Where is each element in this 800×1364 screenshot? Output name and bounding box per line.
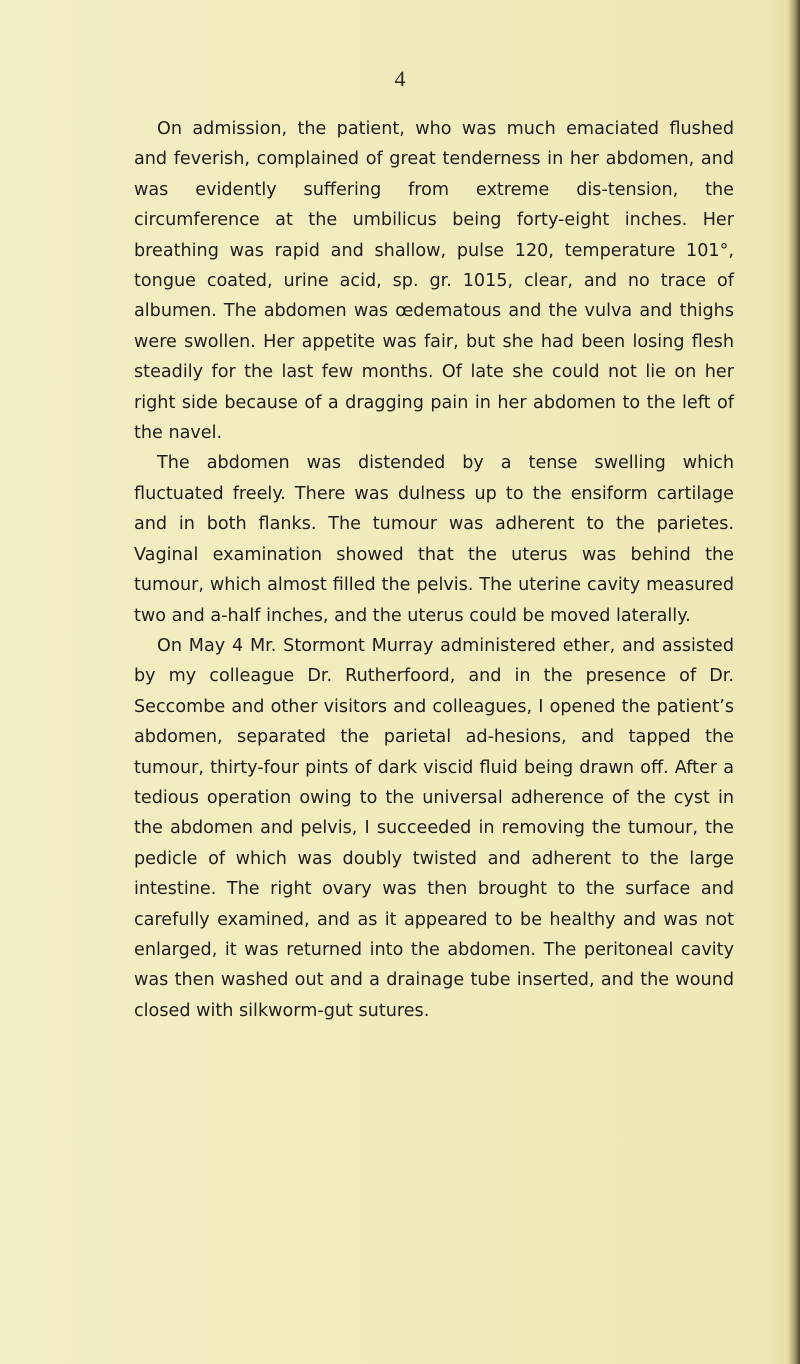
paragraph-operation: On May 4 Mr. Stormont Murray administered ether, and assisted by my colleague Dr. Rutherfoord, and in the presence of Dr. Seccombe and other visitors and colleagues, I opened the patient’s abdomen, separated the parietal ad-hesions, and tapped the tumour, thirty-four pints of dark viscid fluid being drawn off. After a tedious operation owing to the universal adherence of the cyst in the abdomen and pelvis, I succeeded in removing the tumour, the pedicle of which was doubly twisted and adherent to the large intestine. The right ovary was then brought to the surface and carefully examined, and as it appeared to be healthy and was not enlarged, it was returned into the abdomen. The peritoneal cavity was then washed out and a drainage tube inserted, and the wound closed with silkworm-gut sutures. [134, 635, 734, 1021]
paragraph-examination: The abdomen was distended by a tense swelling which fluctuated freely. There was dulness up to the ensiform cartilage and in both flanks. The tumour was adherent to the parietes. Vaginal examination showed that the uterus was behind the tumour, which almost filled the pelvis. The uterine cavity measured two and a-half inches, and the uterus could be moved laterally. [134, 453, 734, 626]
body-text [134, 114, 734, 1026]
paragraph-admission: On admission, the patient, who was much emaciated flushed and feverish, complained of great tenderness in her abdomen, and was evidently suffering from extreme dis-tension, the circumference at the umbilicus being forty-eight inches. Her breathing was rapid and shallow, pulse 120, temperature 101°, tongue coated, urine acid, sp. gr. 1015, clear, and no trace of albumen. The abdomen was œdematous and the vulva and thighs were swollen. Her appetite was fair, but she had been losing flesh steadily for the last few months. Of late she could not lie on her right side because of a dragging pain in her abdomen to the left of the navel. [134, 119, 734, 444]
page-number: 4 [394, 66, 406, 91]
page-edge-shadow [788, 0, 800, 1364]
